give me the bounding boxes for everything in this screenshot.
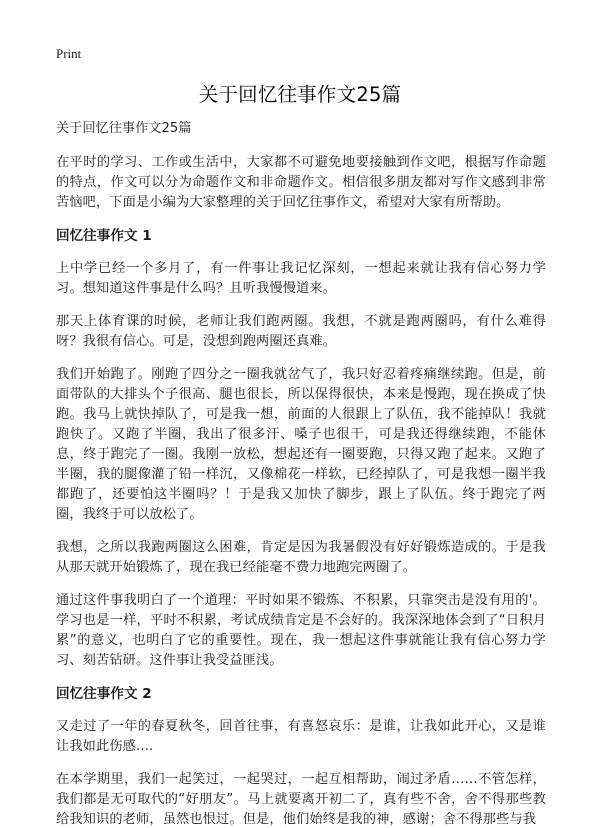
- print-link[interactable]: Print: [56, 46, 82, 61]
- section-heading-2: 回忆往事作文 2: [56, 686, 152, 702]
- paragraph: 我想，之所以我跑两圈这么困难，肯定是因为我暑假没有好好锻炼造成的。于是我从那天就开始锻炼了，现在我已经能毫不费力地跑完两圈了。: [56, 540, 546, 575]
- document-subtitle: 关于回忆往事作文25篇: [56, 121, 192, 136]
- paragraph: 我们开始跑了。刚跑了四分之一圈我就岔气了，我只好忍着疼痛继续跑。但是，前面带队的大排头个子很高、腿也很长，所以保得很快，本来是慢跑，现在换成了快跑。我马上就快掉队了，可是我一想，前面的人很跟上了队伍，我不能掉队！我就跑快了。又跑了半圈，我出了很多汗、嗓子也很干，可是我还得继续跑，不能休息，终于跑完了一圈。我刚一放松，想起还有一圈要跑，只得又跑了起来。又跑了半圈，我的腿像灌了铅一样沉，又像棉花一样软，已经掉队了，可是我想一圈半我都跑了，还要怕这半圈吗？！于是我又加快了脚步，跟上了队伍。终于跑完了两圈，我终于可以放松了。: [56, 367, 546, 522]
- paragraph: 那天上体育课的时候，老师让我们跑两圈。我想，不就是跑两圈吗，有什么难得呀？我很有信心。可是，没想到跑两圈还真难。: [56, 314, 546, 349]
- section-heading-1: 回忆往事作文 1: [56, 228, 152, 244]
- page-title: 关于回忆往事作文25篇: [198, 83, 402, 106]
- paragraph: 通过这件事我明白了一个道理：平时如果不锻炼、不积累，只靠突击是没有用的'。学习也是一样，平时不积累，考试成绩肯定是不会好的。我深深地体会到了“日积月累”的意义，也明白了它的重要性。现在，我一想起这件事就能让我有信心努力学习、刻苦钻研。这件事让我受益匪浅。: [56, 593, 546, 668]
- paragraph: 上中学已经一个多月了，有一件事让我记忆深刻，一想起来就让我有信心努力学习。想知道这件事是什么吗？且听我慢慢道来。: [56, 261, 546, 296]
- document-body: [56, 119, 546, 828]
- paragraph: 在本学期里，我们一起笑过，一起哭过，一起互相帮助，闹过矛盾……不管怎样，我们都是无可取代的“好朋友”。马上就要离开初二了，真有些不舍，舍不得那些教给我知识的老师，虽然也恨过。但是，他们始终是我的神，感谢；舍不得那些与我: [56, 772, 546, 827]
- intro-paragraph: 在平时的学习、工作或生活中，大家都不可避免地要接触到作文吧，根据写作命题的特点，作文可以分为命题作文和非命题作文。相信很多朋友都对写作文感到非常苦恼吧，下面是小编为大家整理的关于回忆往事作文，希望对大家有所帮助。: [56, 155, 546, 210]
- paragraph: 又走过了一年的春夏秋冬，回首往事，有喜怒哀乐：是谁，让我如此开心，又是谁让我如此伤感....: [56, 719, 546, 754]
